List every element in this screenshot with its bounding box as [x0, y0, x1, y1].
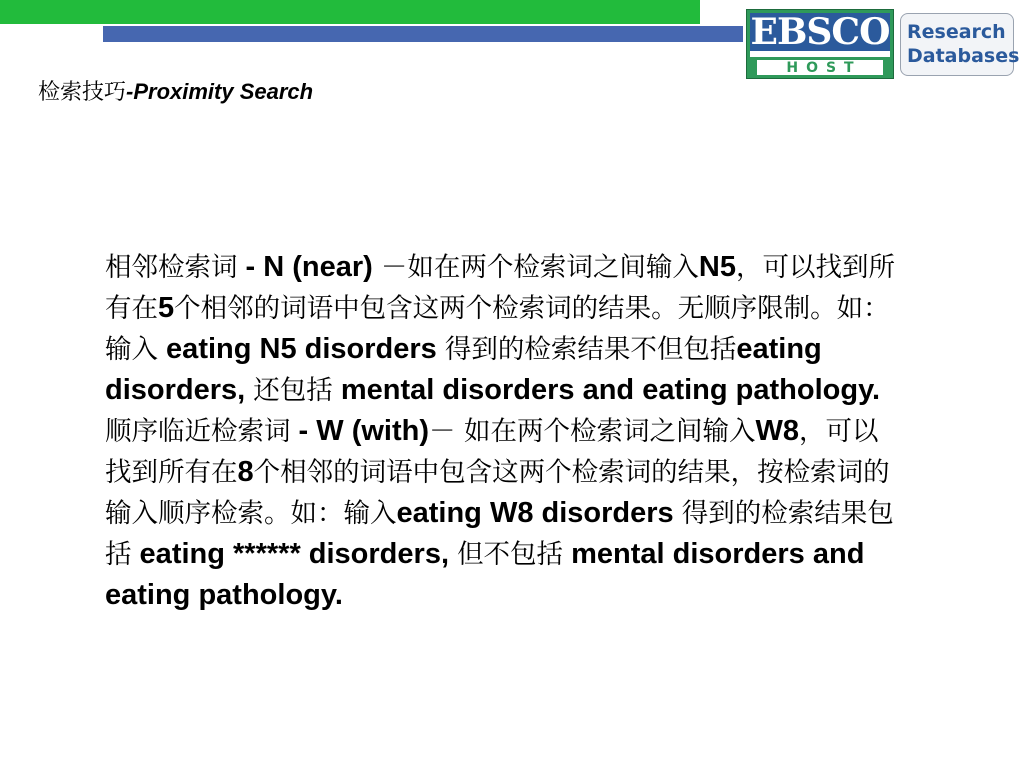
with-seg-6: 8	[237, 456, 254, 488]
with-seg-1: 顺序临近检索词	[105, 416, 291, 447]
ebsco-host-logo	[746, 9, 894, 79]
logo-databases-text: Databases	[907, 45, 1020, 67]
near-seg-3: －如在两个检索词之间输入	[380, 252, 699, 283]
logo-research-text: Research	[907, 21, 1006, 43]
near-seg-7: 个相邻的词语中包含这两个检索词的结果。无顺序限制。如： 输入	[105, 293, 890, 365]
near-seg-4: N5	[698, 251, 736, 283]
with-seg-2: - W (with)	[290, 415, 430, 447]
near-seg-10: eating disorders,	[105, 333, 822, 406]
near-seg-12: mental disorders and eating pathology.	[332, 374, 881, 406]
with-seg-9: 得到的检索结果包括	[105, 498, 894, 570]
with-seg-5: ，可以找到所有在	[105, 416, 879, 488]
header-blue-bar	[103, 26, 743, 42]
near-seg-11: 还包括	[253, 375, 333, 406]
with-seg-4: W8	[755, 415, 799, 447]
title-zh: 检索技巧	[38, 80, 127, 105]
near-seg-9: 得到的检索结果不但包括	[444, 334, 737, 365]
with-seg-12: mental disorders and eating pathology.	[105, 538, 865, 611]
with-seg-8: eating W8 disorders	[396, 497, 682, 529]
title-dash: -	[126, 79, 134, 104]
paragraph-near	[105, 247, 895, 411]
title-en: Proximity Search	[133, 79, 314, 104]
with-seg-11: 但不包括	[457, 539, 564, 570]
slide-body	[105, 247, 895, 616]
with-seg-7: 个相邻的词语中包含这两个检索词的结果，按检索词的输入顺序检索。如：输入	[105, 457, 890, 529]
paragraph-with	[105, 411, 895, 616]
logo-ebsco-text: EBSCO	[750, 11, 890, 53]
near-seg-6: 5	[158, 292, 175, 324]
research-databases-logo	[900, 13, 1020, 76]
slide-title	[38, 76, 313, 109]
near-seg-1: 相邻检索词	[105, 252, 238, 283]
near-seg-8: eating N5 disorders	[158, 333, 445, 365]
logo-host-text: HOST	[757, 60, 883, 75]
near-seg-5: ，可以找到所有在	[105, 252, 895, 324]
near-seg-2: - N (near)	[237, 251, 381, 283]
with-seg-10: eating ****** disorders,	[131, 538, 458, 570]
with-seg-3: － 如在两个检索词之间输入	[429, 416, 756, 447]
header-green-bar	[0, 0, 700, 24]
